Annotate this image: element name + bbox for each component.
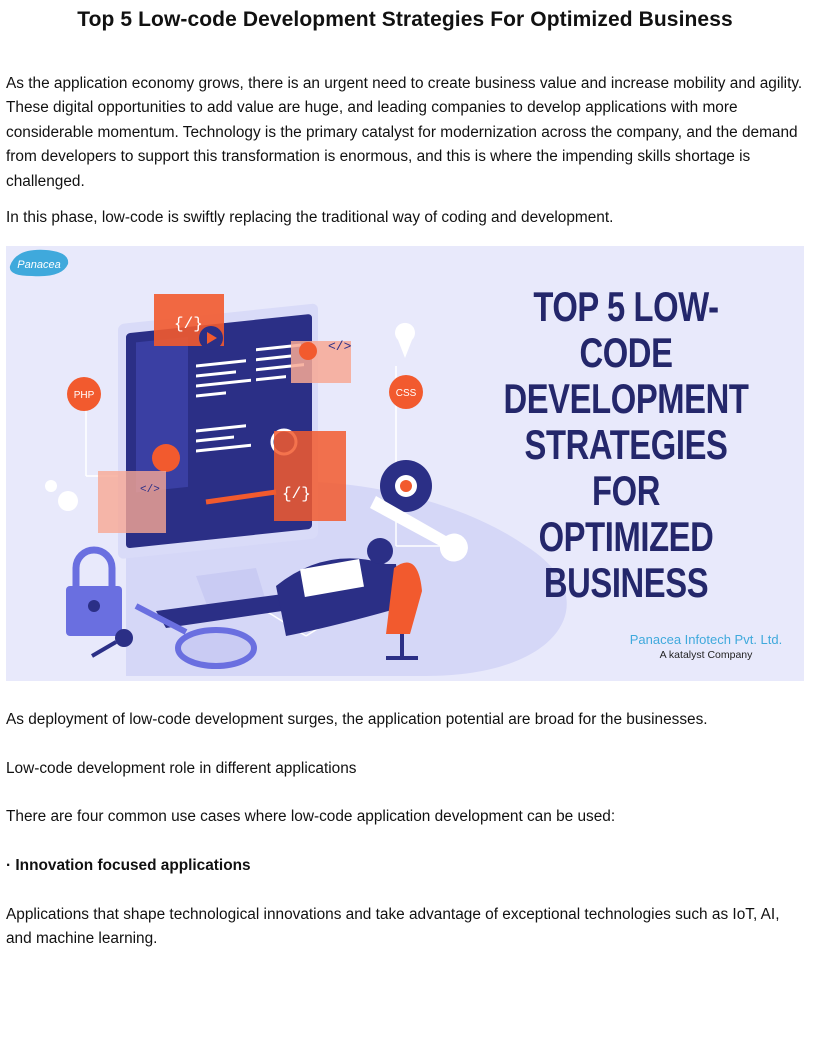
intro-paragraph: As the application economy grows, there is an urgent need to create business value and increase mobility and agility. These digital opportunities to add value are huge, and leading companies to develop applications with more considerable momentum. Technology is the primary catalyst for modernization across the company, and the demand from developers to support this transformation is enormous, and this is where the impending skills shortage is challenged. — [6, 75, 803, 190]
logo-badge-label: Panacea — [17, 259, 61, 271]
phase-paragraph: In this phase, low-code is swiftly replacing the traditional way of coding and development. — [6, 209, 614, 226]
hero-headline-line: TOP 5 LOW-CODE — [533, 283, 719, 376]
hero-headline — [497, 284, 754, 606]
php-badge-label: PHP — [73, 390, 95, 401]
developer-figure — [367, 538, 393, 564]
location-pin-icon — [395, 323, 415, 358]
logo-company-name: Panacea Infotech Pvt. Ltd. — [629, 632, 783, 647]
code-tag-2: </> — [328, 339, 352, 354]
deployment-paragraph: As deployment of low-code development surges, the application potential are broad for the businesses. — [6, 711, 708, 728]
panacea-logo-icon — [6, 246, 72, 280]
code-tag-1: {/} — [174, 315, 203, 333]
lock-icon — [66, 550, 122, 636]
hero-headline-line: OPTIMIZED BUSINESS — [538, 513, 714, 606]
code-tag-3: {/} — [282, 485, 311, 503]
bullet-paragraph: Applications that shape technological innovations and take advantage of exceptional technologies such as IoT, AI, and machine learning. — [6, 906, 780, 948]
hero-headline-line: STRATEGIES FOR — [524, 421, 728, 514]
bullet-heading: · Innovation focused applications — [6, 857, 251, 874]
section-heading: Low-code development role in different applications — [6, 760, 357, 777]
document-title: Top 5 Low-code Development Strategies For Optimized Business — [77, 8, 733, 31]
code-tag-4: </> — [140, 484, 160, 496]
use-cases-intro: There are four common use cases where low-code application development can be used: — [6, 808, 616, 825]
css-badge-label: CSS — [395, 388, 417, 399]
hero-illustration — [6, 246, 804, 681]
logo-tagline: A katalyst Company — [659, 649, 753, 661]
hero-headline-line: DEVELOPMENT — [503, 375, 749, 422]
